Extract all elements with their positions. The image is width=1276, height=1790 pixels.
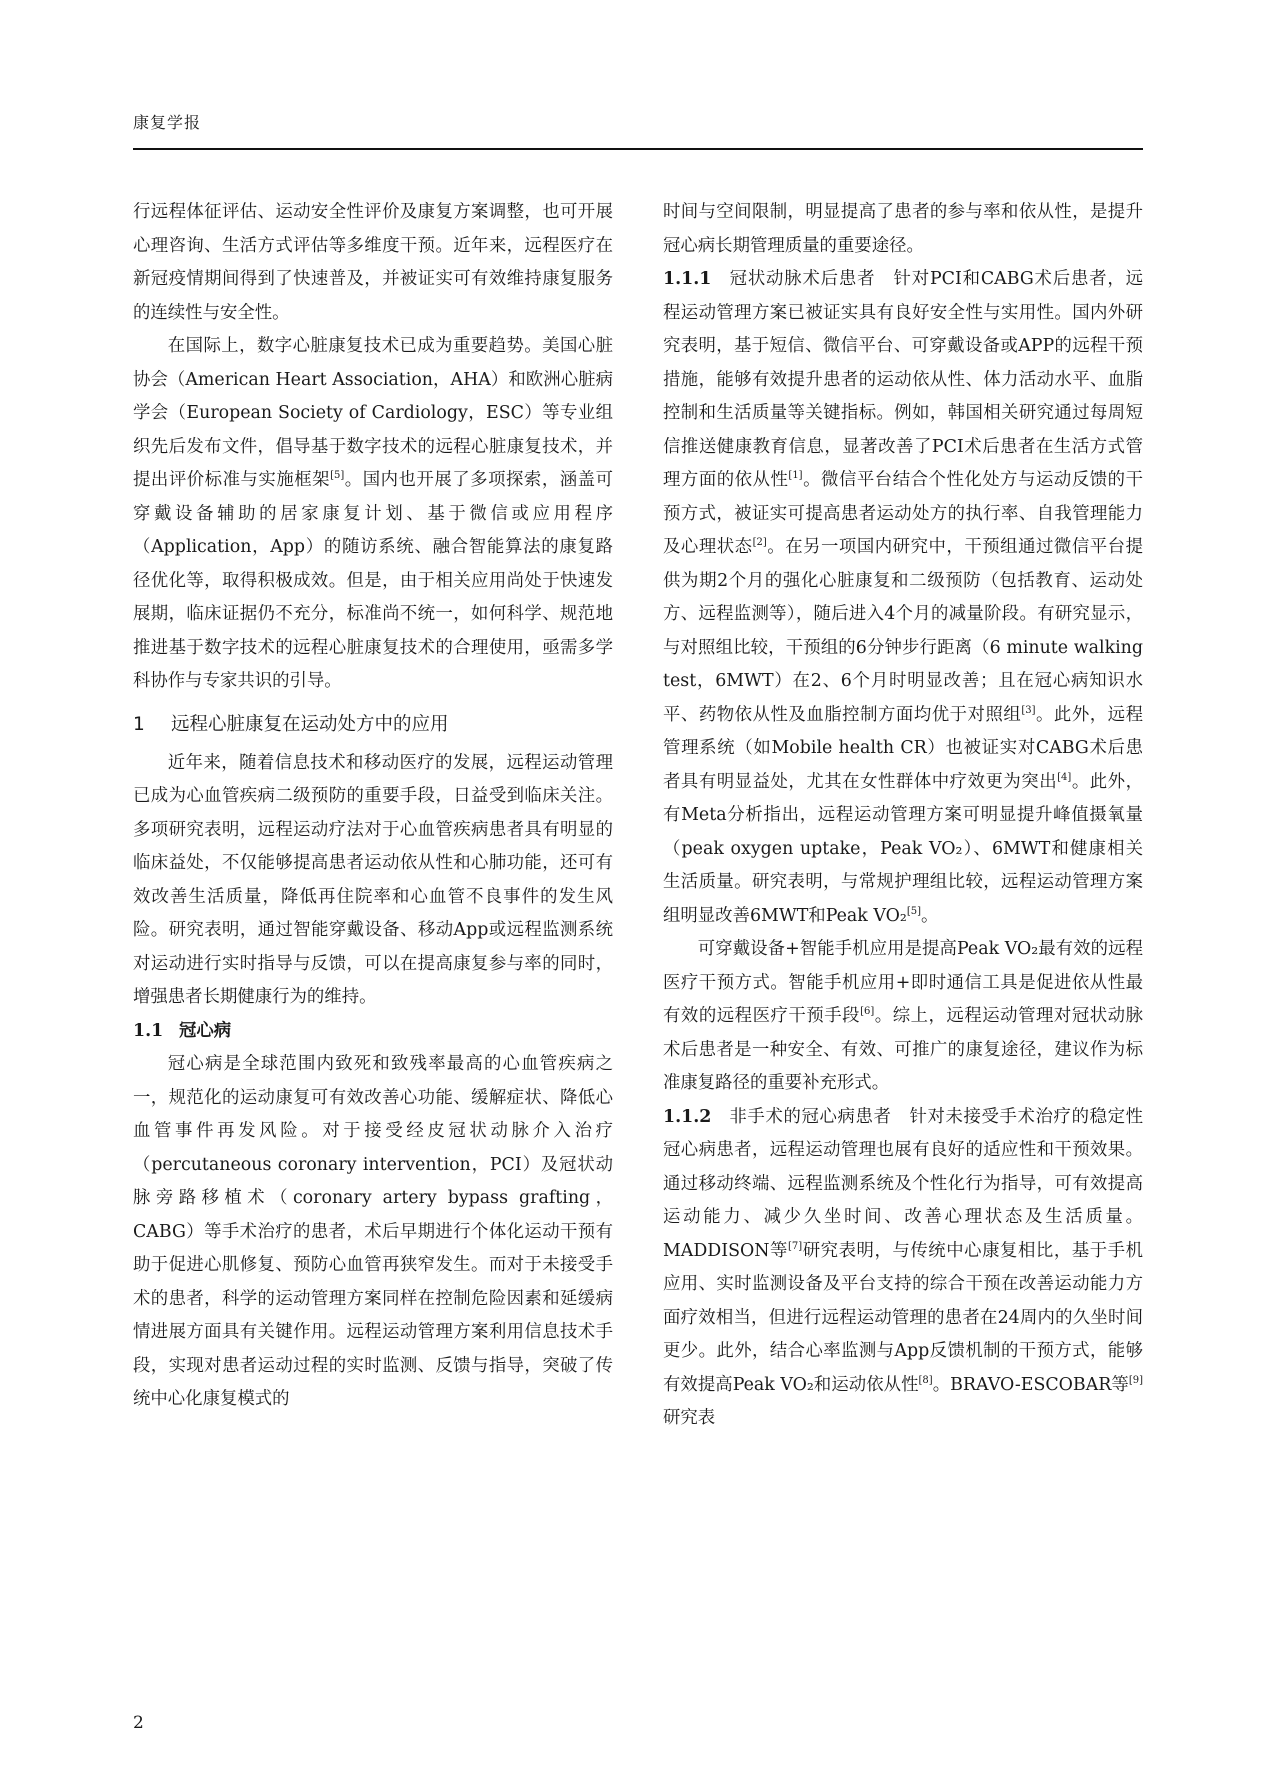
right-column: [663, 196, 1143, 1436]
paragraph-text: 。在另一项国内研究中，干预组通过微信平台提供为期2个月的强化心脏康复和二级预防（包括教育、运动处方、远程监测等），随后进入4个月的减量阶段。有研究显示，与对照组比较，干预组的6分钟步行距离（6 minute walking test，6MWT）在2、6个月时明显改善；且在冠心病知识水平、药物依从性及血脂控制方面均优于对照组: [663, 537, 1143, 725]
journal-header: 康复学报: [133, 113, 202, 132]
paragraph: [133, 330, 613, 699]
citation: [7]: [788, 1240, 803, 1252]
paragraph: [663, 263, 1143, 933]
section-heading: [133, 707, 613, 743]
paragraph-text: 针对未接受手术治疗的稳定性冠心病患者，远程运动管理也展有良好的适应性和干预效果。通过移动终端、远程监测系统及个性化行为指导，可有效提高运动能力、减少久坐时间、改善心理状态及生活质量。MADDISON等: [663, 1106, 1143, 1261]
paragraph-text: 。国内也开展了多项探索，涵盖可穿戴设备辅助的居家康复计划、基于微信或应用程序（Application，App）的随访系统、融合智能算法的康复路径优化等，取得积极成效。但是，由于相关应用尚处于快速发展期，临床证据仍不充分，标准尚不统一，如何科学、规范地推进基于数字技术的远程心脏康复技术的合理使用，亟需多学科协作与专家共识的引导。: [133, 470, 613, 691]
paragraph: [663, 933, 1143, 1101]
subsection-title: 冠心病: [179, 1020, 232, 1041]
paragraph-text: 。此外，远程管理系统（如Mobile health CR）也被证实对CABG术后患者具有明显益处，尤其在女性群体中疗效更为突出: [663, 704, 1143, 792]
subsection-heading: [133, 1015, 613, 1049]
paragraph-text: 。此外，有Meta分析指出，远程运动管理方案可明显提升峰值摄氧量（peak oxygen uptake，Peak VO₂）、6MWT和健康相关生活质量。研究表明，与常规护理组比较，远程运动管理方案组明显改善6MWT和Peak VO₂: [663, 771, 1143, 926]
paragraph: 时间与空间限制，明显提高了患者的参与率和依从性，是提升冠心病长期管理质量的重要途径。: [663, 202, 1143, 256]
paragraph-text: 可穿戴设备+智能手机应用是提高Peak VO₂最有效的远程医疗干预方式。智能手机应用+即时通信工具是促进依从性最有效的远程医疗干预手段: [663, 939, 1143, 1026]
citation: [2]: [752, 537, 767, 549]
subsection-number: 1.1: [133, 1020, 164, 1041]
citation: [3]: [1021, 704, 1036, 716]
paragraph: 冠心病是全球范围内致死和致残率最高的心血管疾病之一，规范化的运动康复可有效改善心功能、缓解症状、降低心血管事件再发风险。对于接受经皮冠状动脉介入治疗（percutaneous coronary intervention，PCI）及冠状动脉旁路移植术（coronary artery bypass grafting，CABG）等手术治疗的患者，术后早期进行个体化运动干预有助于促进心肌修复、预防心血管再狭窄发生。而对于未接受手术的患者，科学的运动管理方案同样在控制危险因素和延缓病情进展方面具有关键作用。远程运动管理方案利用信息技术手段，实现对患者运动过程的实时监测、反馈与指导，突破了传统中心化康复模式的: [133, 1054, 613, 1409]
citation: [8]: [918, 1374, 933, 1386]
paragraph: [663, 1101, 1143, 1436]
subsubsection-title: 冠状动脉术后患者: [728, 269, 876, 289]
paragraph-text: 。综上，远程运动管理对冠状动脉术后患者是一种安全、有效、可推广的康复途径，建议作为标准康复路径的重要补充形式。: [663, 1006, 1143, 1093]
subsubsection-number: 1.1.1: [663, 269, 712, 289]
paragraph-text: 针对PCI和CABG术后患者，远程运动管理方案已被证实具有良好安全性与实用性。国内外研究表明，基于短信、微信平台、可穿戴设备或APP的远程干预措施，能够有效提升患者的运动依从性、体力活动水平、血脂控制和生活质量等关键指标。例如，韩国相关研究通过每周短信推送健康教育信息，显著改善了PCI术后患者在生活方式管理方面的依从性: [663, 269, 1143, 490]
paragraph-text: 。微信平台结合个性化处方与运动反馈的干预方式，被证实可提高患者运动处方的执行率、自我管理能力及心理状态: [663, 470, 1143, 557]
paragraph-text: 。BRAVO-ESCOBAR等: [932, 1374, 1129, 1395]
paragraph-text: 研究表明，与传统中心康复相比，基于手机应用、实时监测设备及平台支持的综合干预在改善运动能力方面疗效相当，但进行远程运动管理的患者在24周内的久坐时间更少。此外，结合心率监测与App反馈机制的干预方式，能够有效提高Peak VO₂和运动依从性: [663, 1240, 1143, 1395]
subsubsection-title: 非手术的冠心病患者: [728, 1106, 892, 1127]
citation: [6]: [860, 1006, 875, 1018]
paragraph: 近年来，随着信息技术和移动医疗的发展，远程运动管理已成为心血管疾病二级预防的重要手段，日益受到临床关注。多项研究表明，远程运动疗法对于心血管疾病患者具有明显的临床益处，不仅能够提高患者运动依从性和心肺功能，还可有效改善生活质量，降低再住院率和心血管不良事件的发生风险。研究表明，通过智能穿戴设备、移动App或远程监测系统对运动进行实时指导与反馈，可以在提高康复参与率的同时，增强患者长期健康行为的维持。: [133, 752, 613, 1007]
section-title: 远程心脏康复在运动处方中的应用: [171, 713, 449, 735]
page-number: 2: [133, 1713, 144, 1733]
citation: [4]: [1057, 771, 1072, 783]
citation: [9]: [1128, 1374, 1143, 1386]
citation: [5]: [906, 905, 921, 917]
paragraph-text: 研究表: [663, 1408, 716, 1428]
paragraph: 行远程体征评估、运动安全性评价及康复方案调整，也可开展心理咨询、生活方式评估等多维度干预。近年来，远程医疗在新冠疫情期间得到了快速普及，并被证实可有效维持康复服务的连续性与安全性。: [133, 202, 613, 323]
left-column: [133, 196, 613, 1417]
citation: [5]: [330, 470, 345, 482]
subsubsection-number: 1.1.2: [663, 1106, 712, 1127]
section-number: 1: [133, 713, 145, 735]
paragraph-text: 在国际上，数字心脏康复技术已成为重要趋势。美国心脏协会（American Heart Association，AHA）和欧洲心脏病学会（European Society of Cardiology，ESC）等专业组织先后发布文件，倡导基于数字技术的远程心脏康复技术，并提出评价标准与实施框架: [133, 336, 613, 490]
citation: [1]: [788, 470, 803, 482]
header-rule: [133, 148, 1143, 150]
paragraph-text: 。: [921, 905, 939, 926]
